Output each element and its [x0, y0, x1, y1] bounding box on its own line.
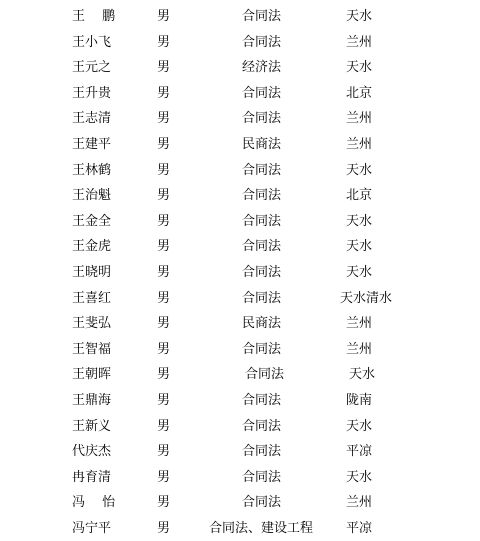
- person-name: 王喜红: [72, 290, 112, 306]
- person-name: 冯 怡: [72, 495, 116, 511]
- person-city: 平凉: [346, 444, 373, 460]
- person-city: 天水: [346, 9, 373, 24]
- person-city: 平凉: [346, 520, 373, 536]
- person-city: 陇南: [346, 392, 373, 408]
- person-name: 王 鹏: [72, 9, 116, 24]
- list-item: [0, 209, 480, 235]
- list-item: [0, 183, 480, 209]
- person-specialty: 合同法: [245, 367, 285, 383]
- person-name: 王升贵: [72, 85, 112, 101]
- list-item: [0, 132, 480, 158]
- person-gender: 男: [157, 520, 171, 536]
- person-city: 兰州: [346, 316, 373, 332]
- person-city: 天水: [349, 367, 376, 383]
- person-gender: 男: [157, 418, 171, 434]
- person-specialty: 合同法: [242, 162, 282, 178]
- person-gender: 男: [157, 188, 171, 204]
- person-name: 王晓明: [72, 264, 112, 280]
- person-city: 兰州: [346, 34, 373, 50]
- person-name: 王斐弘: [72, 316, 112, 332]
- list-item: [0, 414, 480, 440]
- person-city: 天水: [346, 213, 373, 229]
- person-gender: 男: [157, 469, 171, 485]
- person-gender: 男: [157, 495, 171, 511]
- person-specialty: 合同法: [242, 392, 282, 408]
- person-city: 天水清水: [340, 290, 393, 306]
- person-city: 兰州: [346, 495, 373, 511]
- list-item: [0, 337, 480, 363]
- person-specialty: 合同法: [242, 213, 282, 229]
- person-specialty: 合同法: [242, 444, 282, 460]
- list-item: [0, 81, 480, 107]
- person-name: 王新义: [72, 418, 112, 434]
- person-name: 王智福: [72, 341, 112, 357]
- person-specialty: 合同法: [242, 469, 282, 485]
- person-specialty: 合同法: [242, 264, 282, 280]
- person-name: 王元之: [72, 60, 112, 76]
- person-specialty: 合同法: [242, 418, 282, 434]
- list-item: [0, 30, 480, 56]
- list-item: [0, 516, 480, 541]
- person-name: 王金全: [72, 213, 112, 229]
- person-city: 北京: [346, 85, 373, 101]
- person-gender: 男: [157, 9, 171, 24]
- person-specialty: 民商法: [242, 316, 282, 332]
- list-item: [0, 286, 480, 312]
- person-city: 兰州: [346, 111, 373, 127]
- list-item: [0, 465, 480, 491]
- person-specialty: 合同法: [242, 111, 282, 127]
- person-specialty: 合同法: [242, 85, 282, 101]
- person-specialty: 民商法: [242, 136, 282, 152]
- person-gender: 男: [157, 264, 171, 280]
- list-item: [0, 388, 480, 414]
- person-name: 冉育清: [72, 469, 112, 485]
- person-gender: 男: [157, 34, 171, 50]
- person-specialty: 合同法: [242, 34, 282, 50]
- person-city: 天水: [346, 418, 373, 434]
- person-specialty: 合同法: [242, 290, 282, 306]
- person-gender: 男: [157, 111, 171, 127]
- person-city: 天水: [346, 162, 373, 178]
- list-item: [0, 234, 480, 260]
- person-name: 王金虎: [72, 239, 112, 255]
- list-item: [0, 4, 480, 30]
- list-item: [0, 490, 480, 516]
- person-gender: 男: [157, 290, 171, 306]
- person-gender: 男: [157, 316, 171, 332]
- list-item: [0, 55, 480, 81]
- list-item: [0, 158, 480, 184]
- person-specialty: 合同法: [242, 341, 282, 357]
- person-city: 天水: [346, 469, 373, 485]
- person-city: 兰州: [346, 136, 373, 152]
- person-name: 代庆杰: [72, 444, 112, 460]
- person-specialty: 合同法: [242, 239, 282, 255]
- person-name: 王建平: [72, 136, 112, 152]
- person-city: 天水: [346, 60, 373, 76]
- person-specialty: 合同法: [242, 9, 282, 24]
- list-item: [0, 439, 480, 465]
- person-gender: 男: [157, 239, 171, 255]
- person-gender: 男: [157, 213, 171, 229]
- person-name: 王朝晖: [72, 367, 112, 383]
- person-name: 王治魁: [72, 188, 112, 204]
- list-item: [0, 260, 480, 286]
- list-item: [0, 362, 480, 388]
- person-name: 王林鹤: [72, 162, 112, 178]
- person-specialty: 合同法、建设工程: [209, 520, 314, 536]
- person-gender: 男: [157, 136, 171, 152]
- person-gender: 男: [157, 341, 171, 357]
- person-specialty: 合同法: [242, 188, 282, 204]
- person-gender: 男: [157, 392, 171, 408]
- person-gender: 男: [157, 162, 171, 178]
- list-item: [0, 311, 480, 337]
- person-gender: 男: [157, 444, 171, 460]
- person-specialty: 合同法: [242, 495, 282, 511]
- person-name: 冯宁平: [72, 520, 112, 536]
- person-city: 天水: [346, 264, 373, 280]
- person-gender: 男: [157, 367, 171, 383]
- roster-list: [0, 4, 480, 541]
- person-gender: 男: [157, 60, 171, 76]
- person-specialty: 经济法: [242, 60, 282, 76]
- person-city: 天水: [346, 239, 373, 255]
- person-name: 王小飞: [72, 34, 112, 50]
- person-city: 北京: [346, 188, 373, 204]
- person-city: 兰州: [346, 341, 373, 357]
- list-item: [0, 106, 480, 132]
- person-name: 王志清: [72, 111, 112, 127]
- person-gender: 男: [157, 85, 171, 101]
- person-name: 王鼎海: [72, 392, 112, 408]
